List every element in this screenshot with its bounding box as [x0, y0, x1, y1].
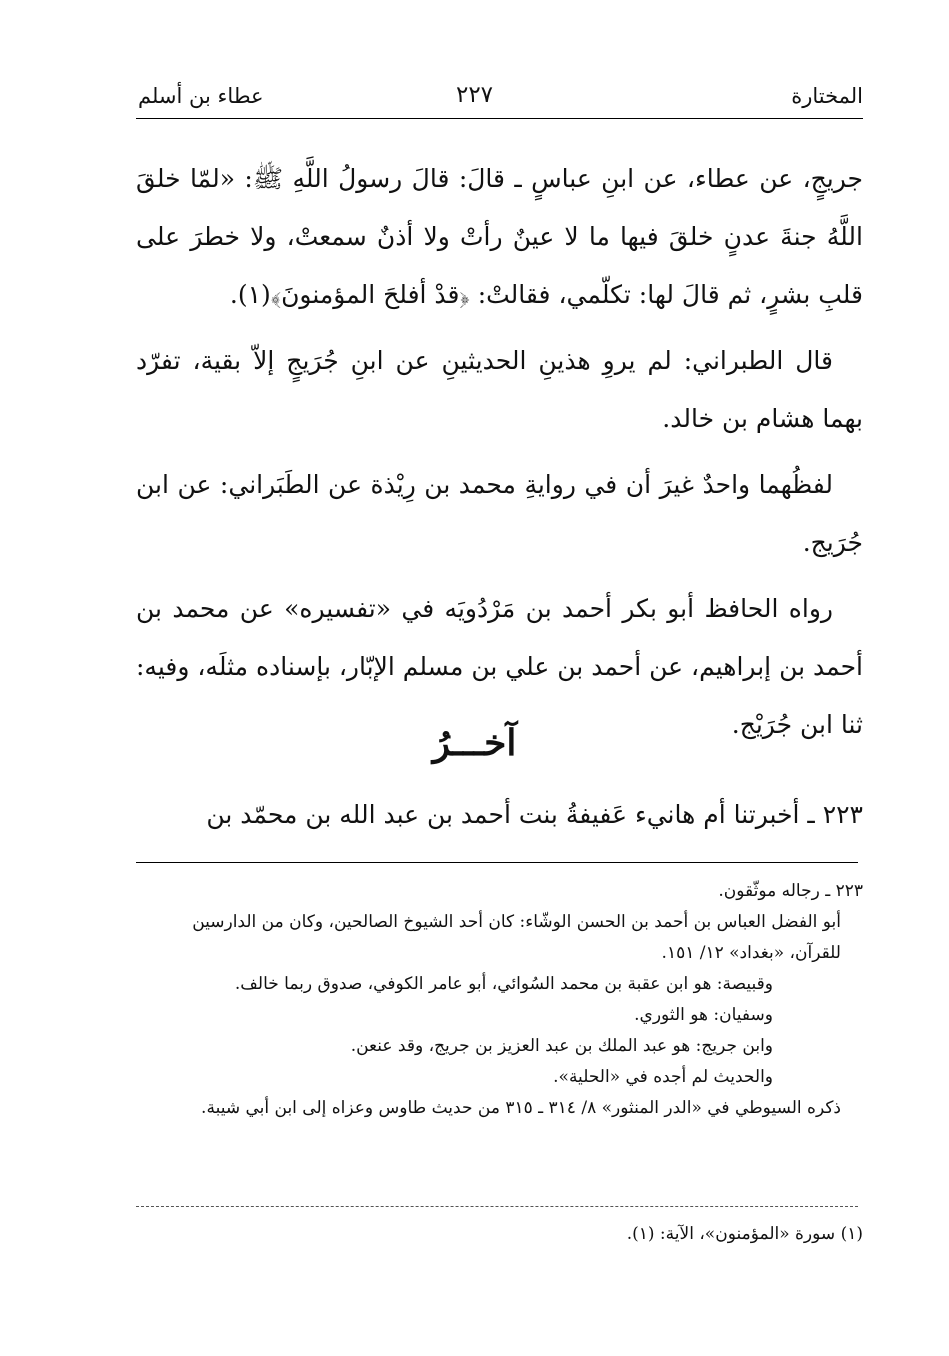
notes-rule [136, 862, 858, 863]
main-text [136, 150, 863, 754]
paragraph-wording: لفظُهما واحدٌ غيرَ أن في روايةِ محمد بن رِيْذة عن الطَبَراني: عن ابن جُرَيج. [136, 470, 863, 557]
header-rule [136, 118, 863, 119]
paragraph-ibn-marduyah: رواه الحافظ أبو بكر أحمد بن مَرْدُويَه في «تفسيره» عن محمد بن أحمد بن إبراهيم، عن أحمد بن علي بن مسلم الإبّار، بإسناده مثلَه، وفيه: ثنا ابن جُرَيْج. [136, 594, 863, 739]
note-item: وسفيان: هو الثوري. [634, 1005, 773, 1025]
running-header-title: المختارة [791, 84, 863, 108]
footnote-rule [136, 1206, 858, 1207]
section-heading: آخـــرُ [432, 722, 517, 764]
note-item: أبو الفضل العباس بن أحمد بن الحسن الوشّاء: كان أحد الشيوخ الصالحين، وكان من الدارسين للقرآن، «بغداد» ١٢/ ١٥١. [192, 912, 841, 963]
paragraph-tabarani: قال الطبراني: لم يروِ هذينِ الحديثينِ عن ابنِ جُرَيجٍ إلاّ بقية، تفرّد بهما هشام بن خالد. [136, 346, 863, 433]
running-header-chapter: عطاء بن أسلم [138, 84, 264, 108]
commentary-notes [136, 876, 863, 1124]
paragraph-hadith: جريجٍ، عن عطاء، عن ابنِ عباسٍ ـ قالَ: قالَ رسولُ اللَّهِ ﷺ: «لمّا خلقَ اللَّهُ جنةَ عدنٍ خلقَ فيها ما لا عينٌ رأتْ ولا أذنٌ سمعتْ، ولا خطرَ على قلبِ بشرٍ، ثم قالَ لها: تكلّمي، فقالتْ: ﴿قدْ أفلحَ المؤمنونَ﴾(١). [136, 164, 863, 309]
note-item: وابن جريج: هو عبد الملك بن عبد العزيز بن جريج، وقد عنعن. [350, 1036, 773, 1056]
hadith-entry-223: ٢٢٣ ـ أخبرتنا أم هانيء عَفيفةُ بنت أحمد بن عبد الله بن محمّد بن [206, 800, 863, 829]
note-item: وقبيصة: هو ابن عقبة بن محمد السُوائي، أبو عامر الكوفي، صدوق ربما خالف. [234, 974, 773, 994]
note-item: ذكره السيوطي في «الدر المنثور» ٨/ ٣١٤ ـ ٣١٥ من حديث طاوس وعزاه إلى ابن أبي شيبة. [201, 1098, 841, 1118]
note-item: والحديث لم أجده في «الحلية». [553, 1067, 773, 1087]
page-number: ٢٢٧ [455, 82, 494, 108]
footnote: (١) سورة «المؤمنون»، الآية: (١). [626, 1224, 863, 1244]
note-heading: ٢٢٣ ـ رجاله موثّقون. [718, 881, 863, 901]
